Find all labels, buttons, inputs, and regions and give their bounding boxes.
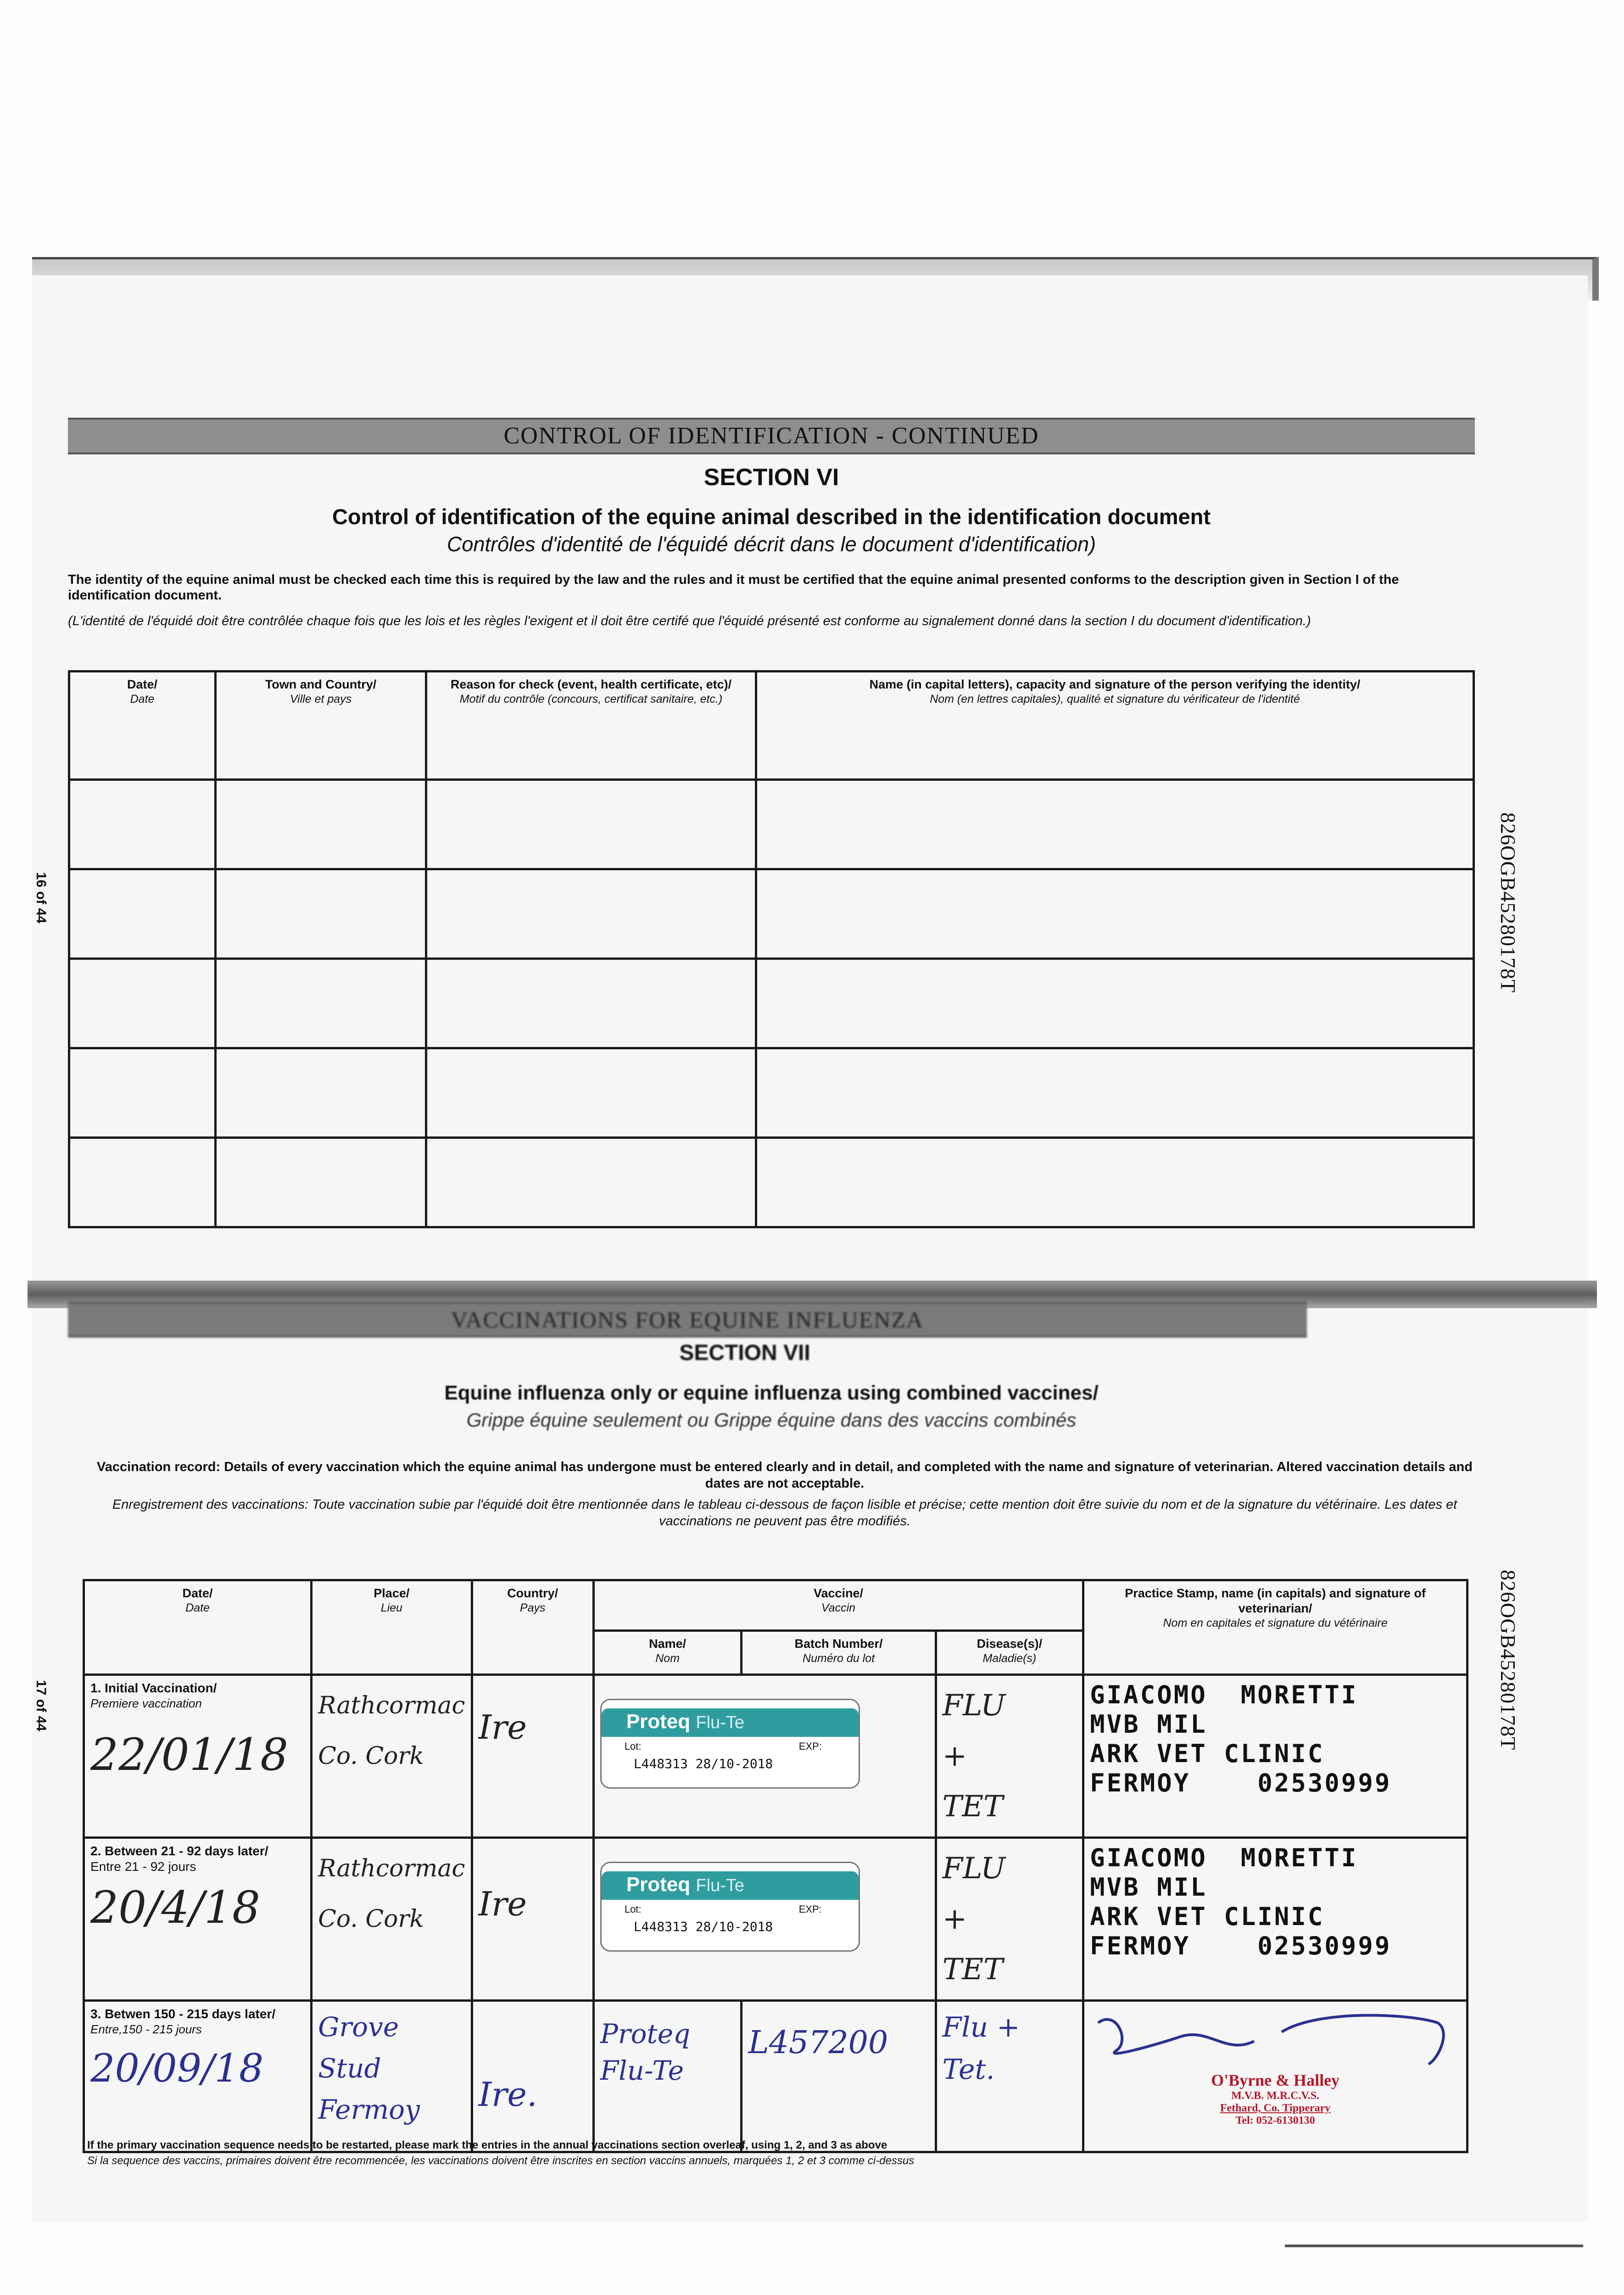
section6-subtitle: Control of identification of the equine animal described in the identification document bbox=[332, 504, 1211, 529]
vcol-vaccine-en: Vaccine/ bbox=[813, 1586, 864, 1600]
sticker-brand-product: Flu-Te bbox=[696, 1876, 744, 1895]
row3-country: Ire. bbox=[478, 2075, 537, 2114]
section7-record-fr: Enregistrement des vaccinations: Toute vaccination subie par l'équidé doit être mentionnée dans le tableau ci-dessous de façon lisible et précise; cette mention doit être suivie du nom et de la signature du vétérinaire. Les dates et vaccinations ne peuvent pas être modifiés. bbox=[112, 1497, 1457, 1528]
row2-date-cell bbox=[84, 1838, 312, 2001]
section6-intro-fr: (L'identité de l'équidé doit être contrôlée chaque fois que les lois et les règles l'exigent et il doit être certifé que l'équidé présenté est conforme au signalement donné dans la section I du document d'identification.) bbox=[68, 614, 1311, 628]
sticker-lot-label: Lot: bbox=[624, 1741, 642, 1752]
section7-banner-text: VACCINATIONS FOR EQUINE INFLUENZA bbox=[451, 1307, 924, 1332]
col-town-en: Town and Country/ bbox=[265, 677, 377, 691]
row1-sticker-cell bbox=[593, 1675, 936, 1838]
vcol-batch-en: Batch Number/ bbox=[794, 1637, 883, 1651]
section7-footer-fr: Si la sequence des vaccins, primaires doivent être recommencée, les vaccinations doivent être inscrites en section vaccins annuels, marquées 1, 2 et 3 comme ci-dessus bbox=[87, 2155, 915, 2167]
row1-practice-cell bbox=[1083, 1675, 1468, 1838]
sticker-brand-name: Proteq bbox=[626, 1710, 691, 1733]
row2-vaccine-sticker bbox=[600, 1862, 860, 1952]
row3-batch-cell bbox=[742, 2001, 936, 2152]
row2-vet-stamp: GIACOMO MORETTI MVB MIL ARK VET CLINIC FERMOY 02530999 bbox=[1090, 1843, 1392, 1960]
row3-label-fr: Entre,150 - 215 jours bbox=[90, 2022, 202, 2036]
row2-label: 2. Between 21 - 92 days later/ bbox=[90, 1844, 268, 1858]
page-number-16: 16 of 44 bbox=[33, 872, 49, 924]
row2-place-cell bbox=[312, 1838, 472, 2001]
vcol-disease-fr: Maladie(s) bbox=[982, 1652, 1037, 1665]
sticker-lot-label: Lot: bbox=[624, 1903, 642, 1915]
col-verifier-en: Name (in capital letters), capacity and signature of the person verifying the identity/ bbox=[869, 677, 1361, 691]
row3-disease-cell bbox=[936, 2001, 1083, 2152]
stamp-phone: Tel: 052-6130130 bbox=[1235, 2115, 1315, 2127]
row2-country: Ire bbox=[478, 1885, 527, 1923]
vcol-disease-en: Disease(s)/ bbox=[977, 1637, 1043, 1651]
vcol-practice-fr: Nom en capitales et signature du vétérinaire bbox=[1163, 1617, 1388, 1629]
vcol-disease bbox=[936, 1631, 1083, 1675]
table-row bbox=[69, 1138, 1474, 1227]
row2-label-fr: Entre 21 - 92 jours bbox=[90, 1859, 196, 1874]
table-row bbox=[84, 1838, 1468, 2001]
row2-place: Rathcormac Co. Cork bbox=[318, 1855, 465, 1933]
vcol-vaccine-fr: Vaccin bbox=[821, 1601, 856, 1614]
row2-practice-cell bbox=[1083, 1838, 1468, 2001]
vcol-place-en: Place/ bbox=[374, 1586, 410, 1600]
page-number-17: 17 of 44 bbox=[33, 1680, 49, 1731]
sticker-exp-label: EXP: bbox=[798, 1741, 822, 1752]
table-row bbox=[69, 959, 1474, 1048]
col-date-fr: Date bbox=[130, 693, 155, 705]
vcol-date bbox=[84, 1580, 312, 1675]
section7-subtitle-fr: Grippe équine seulement ou Grippe équine dans des vaccins combinés bbox=[466, 1409, 1077, 1431]
section6-banner bbox=[68, 418, 1475, 454]
section6-subtitle-fr: Contrôles d'identité de l'équidé décrit dans le document d'identification) bbox=[446, 532, 1096, 556]
vcol-batch bbox=[742, 1631, 936, 1675]
row3-date-cell bbox=[84, 2001, 312, 2152]
col-verifier-fr: Nom (en lettres capitales), qualité et signature du vérificateur de l'identité bbox=[930, 693, 1300, 705]
section7-footer: If the primary vaccination sequence needs to be restarted, please mark the entries in the annual vaccinations section overleaf, using 1, 2, and 3 as above bbox=[87, 2139, 887, 2151]
section7-subtitle: Equine influenza only or equine influenza using combined vaccines/ bbox=[444, 1382, 1099, 1404]
vcol-practice-en: Practice Stamp, name (in capitals) and signature of veterinarian/ bbox=[1125, 1586, 1426, 1615]
section6-title: SECTION VI bbox=[703, 464, 839, 491]
vaccination-table bbox=[83, 1579, 1468, 2153]
row1-disease-cell bbox=[936, 1675, 1083, 1838]
sticker-brand bbox=[626, 1710, 744, 1733]
col-reason bbox=[426, 672, 756, 780]
row1-disease: FLU + TET bbox=[942, 1689, 1005, 1824]
col-reason-en: Reason for check (event, health certificate, etc)/ bbox=[450, 677, 732, 691]
sticker-brand bbox=[626, 1873, 744, 1896]
stamp-practice-name: O'Byrne & Halley bbox=[1211, 2071, 1340, 2089]
row1-country: Ire bbox=[478, 1708, 527, 1746]
table-row bbox=[84, 2001, 1468, 2152]
identity-check-table bbox=[68, 670, 1475, 1228]
row3-label: 3. Betwen 150 - 215 days later/ bbox=[90, 2007, 276, 2021]
vcol-country-en: Country/ bbox=[507, 1586, 558, 1600]
row3-date: 20/09/18 bbox=[90, 2046, 264, 2091]
row3-place-cell bbox=[312, 2001, 472, 2152]
col-date bbox=[69, 672, 216, 780]
row2-country-cell bbox=[472, 1838, 593, 2001]
section7-banner bbox=[68, 1302, 1307, 1338]
row2-sticker-cell bbox=[593, 1838, 936, 2001]
row1-vaccine-sticker bbox=[600, 1699, 860, 1789]
table-row bbox=[84, 1675, 1468, 1838]
row2-date: 20/4/18 bbox=[90, 1882, 261, 1933]
row1-label-fr: Premiere vaccination bbox=[90, 1696, 202, 1710]
row1-date: 22/01/18 bbox=[90, 1729, 289, 1780]
side-code-bottom: 826OGB452801​78T bbox=[1496, 1570, 1520, 1751]
row3-place: Grove Stud Fermoy bbox=[318, 2011, 420, 2125]
row1-place: Rathcormac Co. Cork bbox=[318, 1692, 465, 1770]
section7-record: Vaccination record: Details of every vaccination which the equine animal has undergone must be entered clearly and in detail, and completed with the name and signature of veterinarian. Altered vaccination details and dates are not acceptable. bbox=[97, 1460, 1473, 1491]
row1-vet-stamp: GIACOMO MORETTI MVB MIL ARK VET CLINIC FERMOY 02530999 bbox=[1090, 1680, 1392, 1797]
row1-country-cell bbox=[472, 1675, 593, 1838]
row2-disease: FLU + TET bbox=[942, 1852, 1005, 1987]
row3-vaccine-name: Proteq Flu-Te bbox=[600, 2018, 691, 2086]
row3-batch: L457200 bbox=[748, 2025, 888, 2061]
sticker-exp-label: EXP: bbox=[798, 1903, 822, 1915]
vcol-date-en: Date/ bbox=[182, 1586, 213, 1600]
col-town-fr: Ville et pays bbox=[290, 693, 352, 705]
vcol-batch-fr: Numéro du lot bbox=[803, 1652, 875, 1665]
section7-title: SECTION VII bbox=[679, 1341, 810, 1365]
row3-country-cell bbox=[472, 2001, 593, 2152]
row3-practice-cell bbox=[1083, 2001, 1468, 2152]
row3-practice-stamp bbox=[1090, 2071, 1461, 2127]
stamp-address: Fethard, Co. Tipperary bbox=[1220, 2102, 1331, 2114]
vcol-name-en: Name/ bbox=[649, 1637, 686, 1651]
row2-disease-cell bbox=[936, 1838, 1083, 2001]
col-date-en: Date/ bbox=[127, 677, 158, 691]
sticker-brand-product: Flu-Te bbox=[696, 1713, 744, 1732]
col-reason-fr: Motif du contrôle (concours, certificat sanitaire, etc.) bbox=[459, 693, 723, 705]
vcol-country bbox=[472, 1580, 593, 1675]
table-row bbox=[69, 780, 1474, 869]
sticker-brand-name: Proteq bbox=[626, 1873, 691, 1896]
row3-vaccine-name-cell bbox=[593, 2001, 742, 2152]
vcol-place bbox=[312, 1580, 472, 1675]
table-row bbox=[69, 869, 1474, 959]
sticker-lot-code: L448313 28/10-2018 bbox=[633, 1756, 773, 1771]
signature-scribble-icon bbox=[1089, 2004, 1456, 2069]
section6-intro: The identity of the equine animal must be checked each time this is required by the law and the rules and it must be certified that the equine animal presented conforms to the description given in Section I of the identification document. bbox=[68, 572, 1399, 603]
table-row bbox=[69, 1048, 1474, 1138]
row3-disease: Flu + Tet. bbox=[942, 2011, 1020, 2086]
stamp-qualifications: M.V.B. M.R.C.V.S. bbox=[1231, 2090, 1319, 2102]
section6-banner-text: CONTROL OF IDENTIFICATION - CONTINUED bbox=[503, 423, 1039, 449]
row1-place-cell bbox=[312, 1675, 472, 1838]
vcol-name-fr: Nom bbox=[655, 1652, 680, 1665]
vcol-practice bbox=[1083, 1580, 1468, 1675]
row1-label: 1. Initial Vaccination/ bbox=[90, 1681, 217, 1695]
vcol-place-fr: Lieu bbox=[380, 1601, 402, 1614]
vcol-country-fr: Pays bbox=[519, 1601, 546, 1614]
vcol-vaccine bbox=[593, 1580, 1083, 1631]
side-code-top: 826OGB452801​78T bbox=[1496, 812, 1520, 993]
col-town bbox=[216, 672, 426, 780]
col-verifier bbox=[756, 672, 1474, 780]
bottom-scan-line bbox=[1285, 2245, 1583, 2247]
vcol-name bbox=[593, 1631, 742, 1675]
vcol-date-fr: Date bbox=[185, 1601, 210, 1614]
sticker-lot-code: L448313 28/10-2018 bbox=[633, 1919, 773, 1934]
row1-date-cell bbox=[84, 1675, 312, 1838]
